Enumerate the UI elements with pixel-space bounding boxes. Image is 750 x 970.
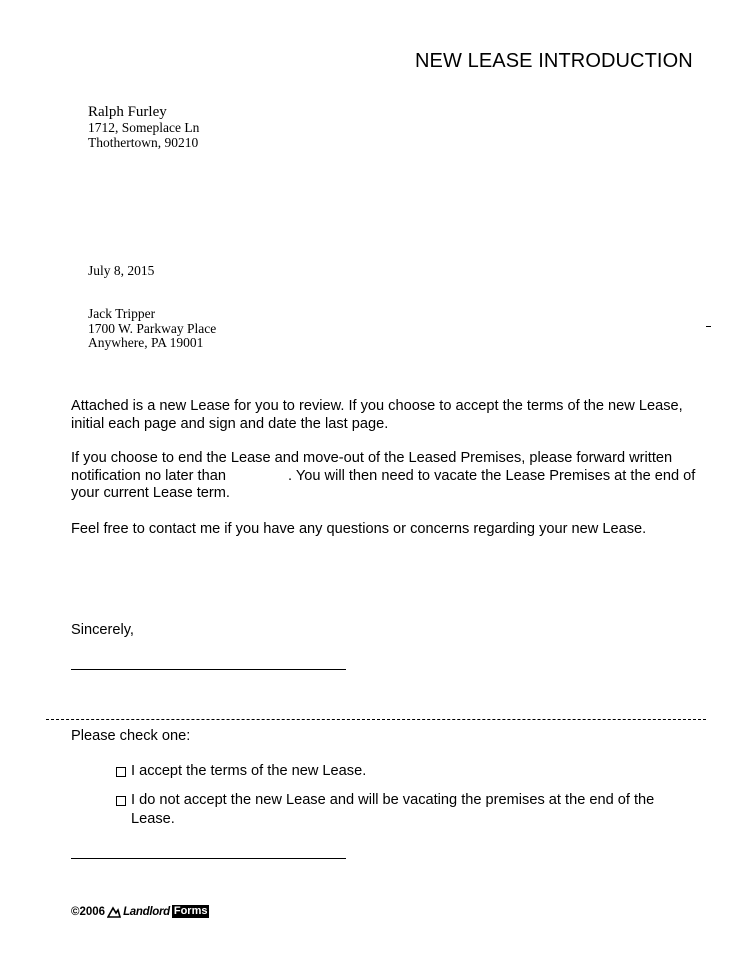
recipient-city: Anywhere, PA 19001 — [88, 335, 204, 350]
copyright-text: ©2006 — [71, 905, 106, 918]
decline-option — [116, 791, 676, 829]
letter-date: July 8, 2015 — [88, 263, 155, 278]
body-paragraph-3: Feel free to contact me if you have any questions or concerns regarding your new Lease. — [71, 521, 647, 537]
dashed-cut-line — [46, 719, 706, 720]
sender-city: Thothertown, 90210 — [88, 134, 199, 150]
sender-street: 1712, Someplace Ln — [88, 120, 200, 135]
footer-branding — [71, 905, 209, 918]
body-paragraph-1: Attached is a new Lease for you to review. If you choose to accept the terms of the new Lease, initial each page and sign and date the last page. — [71, 398, 683, 432]
closing-salutation: Sincerely, — [71, 622, 134, 638]
accept-checkbox[interactable] — [116, 767, 126, 777]
recipient-street: 1700 W. Parkway Place — [88, 320, 217, 336]
house-logo-icon — [107, 906, 121, 918]
response-heading: Please check one: — [71, 728, 191, 744]
accept-option — [116, 762, 676, 781]
tenant-signature-line — [71, 858, 346, 859]
sender-name: Ralph Furley — [88, 104, 167, 120]
decline-option-label: I do not accept the new Lease and will be vacating the premises at the end of the Lease. — [131, 792, 655, 827]
paragraph-2-text-before: If you choose to end the Lease and move-out of the Leased Premises, please forward written notification no later than — [71, 450, 673, 484]
document-title: NEW LEASE INTRODUCTION — [415, 50, 693, 72]
brand-name-part-1: Landlord — [123, 905, 170, 918]
body-paragraph-2 — [71, 450, 711, 503]
recipient-name: Jack Tripper — [88, 306, 156, 321]
recipient-address-block — [88, 307, 216, 351]
sender-address-block — [88, 104, 199, 150]
paragraph-2-text-after: . You will then need to vacate the Lease Premises at the end of your current Lease term. — [71, 467, 696, 501]
brand-name-part-2: Forms — [173, 905, 208, 917]
decline-checkbox[interactable] — [116, 796, 126, 806]
landlord-signature-line — [71, 669, 346, 670]
margin-mark — [706, 326, 711, 327]
accept-option-label: I accept the terms of the new Lease. — [131, 763, 367, 779]
